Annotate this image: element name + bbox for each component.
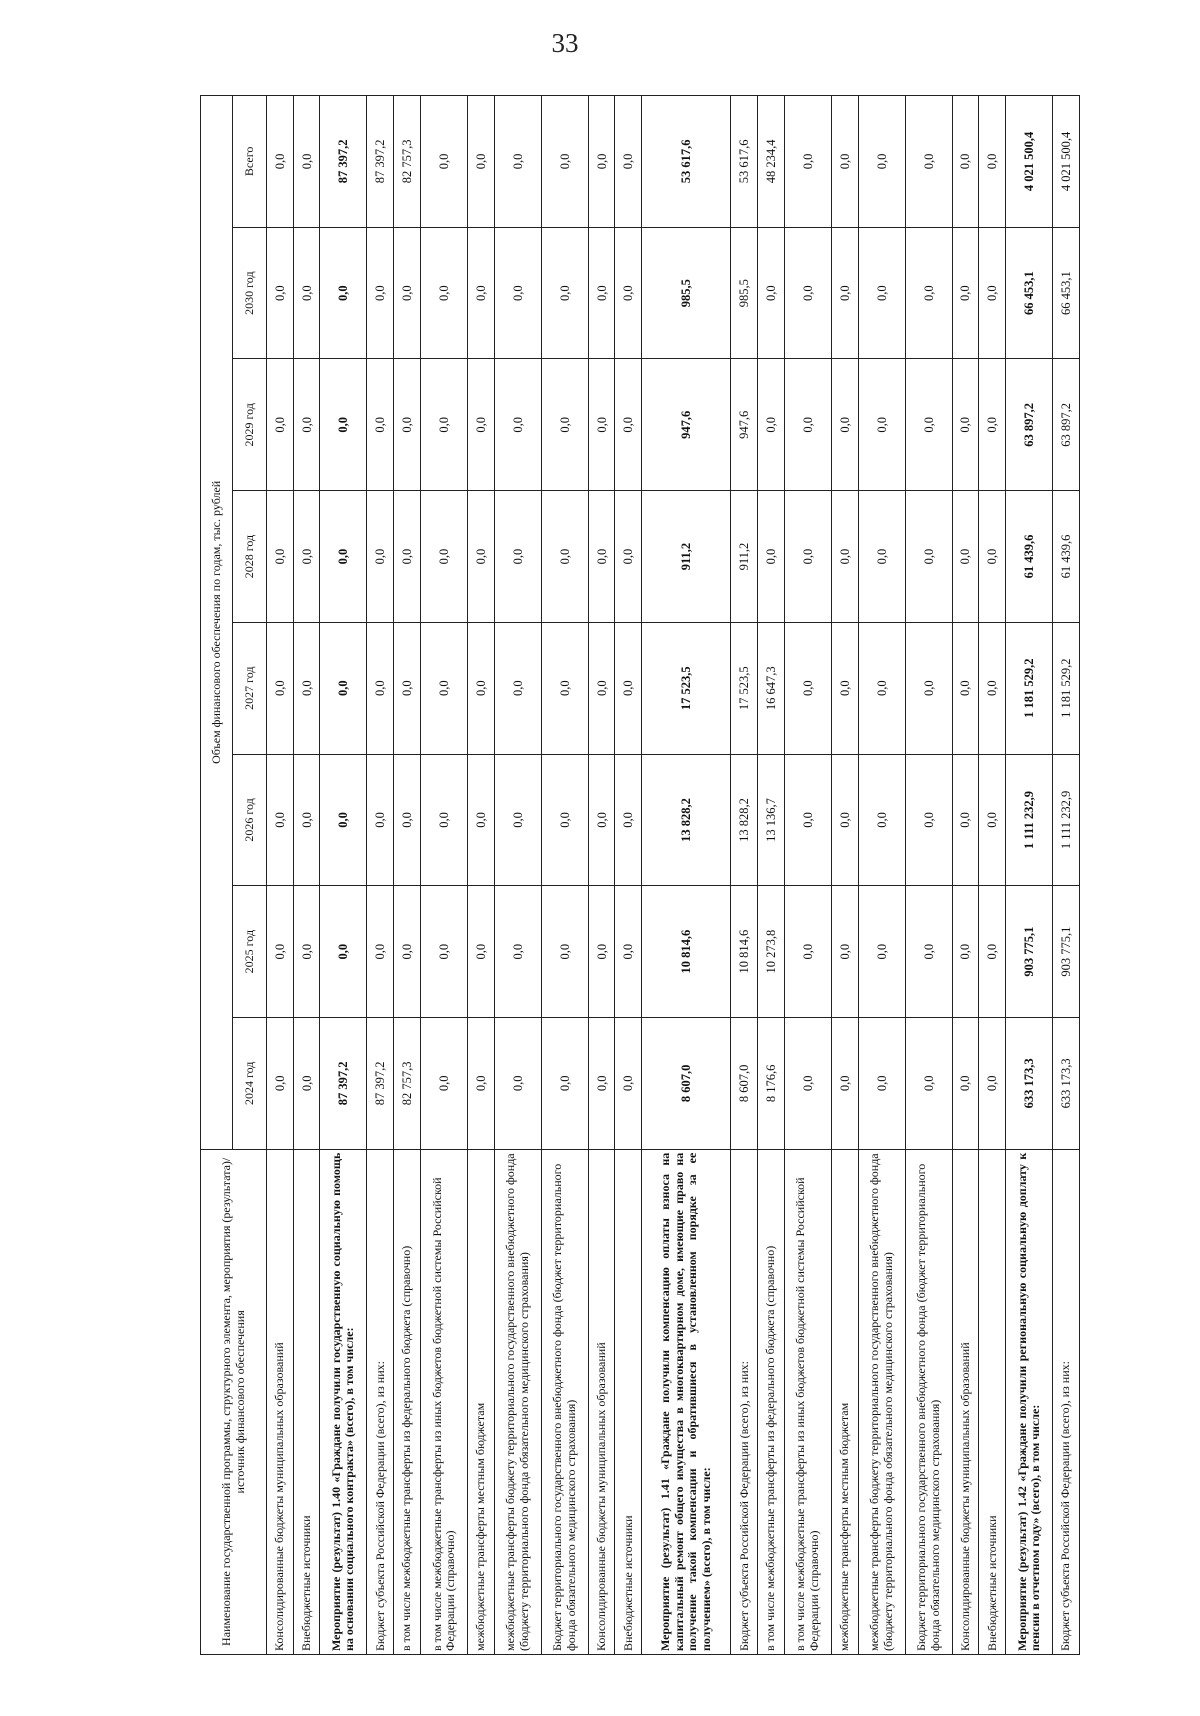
value-cell: 10 273,8: [758, 886, 785, 1018]
value-cell: 0,0: [952, 359, 979, 491]
table-row: [267, 96, 294, 1655]
value-cell: 8 607,0: [731, 1017, 758, 1149]
value-cell: 911,2: [731, 491, 758, 623]
value-cell: 0,0: [293, 754, 320, 886]
header-year-3: 2027 год: [233, 622, 267, 754]
value-cell: 985,5: [642, 227, 731, 359]
table-row: [420, 96, 467, 1655]
value-cell: 0,0: [831, 622, 858, 754]
table-body: [267, 96, 1080, 1655]
value-cell: 0,0: [858, 886, 905, 1018]
rotated-table-container: [200, 95, 1080, 1655]
value-cell: 0,0: [420, 96, 467, 228]
value-cell: 0,0: [615, 227, 642, 359]
value-cell: 0,0: [979, 96, 1006, 228]
row-label: Бюджет субъекта Российской Федерации (всего), из них:: [367, 1149, 394, 1654]
value-cell: 0,0: [831, 96, 858, 228]
row-label: межбюджетные трансферты бюджету территориального государственного внебюджетного фонда (бюджету территориального фонда обязательного медицинского страхования): [494, 1149, 541, 1654]
header-finance-group: Объем финансового обеспечения по годам, тыс. рублей: [201, 96, 233, 1150]
value-cell: 87 397,2: [367, 1017, 394, 1149]
value-cell: 0,0: [952, 754, 979, 886]
value-cell: 0,0: [905, 359, 952, 491]
value-cell: 0,0: [467, 491, 494, 623]
value-cell: 903 775,1: [1006, 886, 1053, 1018]
value-cell: 0,0: [494, 96, 541, 228]
value-cell: 0,0: [467, 886, 494, 1018]
table-row: [367, 96, 394, 1655]
value-cell: 0,0: [615, 491, 642, 623]
value-cell: 17 523,5: [642, 622, 731, 754]
row-label: Внебюджетные источники: [979, 1149, 1006, 1654]
value-cell: 911,2: [642, 491, 731, 623]
value-cell: 63 897,2: [1006, 359, 1053, 491]
value-cell: 61 439,6: [1053, 491, 1080, 623]
value-cell: 0,0: [979, 1017, 1006, 1149]
table-row: [467, 96, 494, 1655]
header-year-2: 2026 год: [233, 754, 267, 886]
value-cell: 0,0: [293, 359, 320, 491]
value-cell: 0,0: [420, 359, 467, 491]
value-cell: 0,0: [588, 227, 615, 359]
value-cell: 0,0: [784, 886, 831, 1018]
value-cell: 0,0: [394, 359, 421, 491]
value-cell: 0,0: [267, 886, 294, 1018]
value-cell: 1 111 232,9: [1006, 754, 1053, 886]
value-cell: 0,0: [293, 227, 320, 359]
value-cell: 0,0: [394, 622, 421, 754]
value-cell: 0,0: [858, 491, 905, 623]
value-cell: 13 828,2: [731, 754, 758, 886]
value-cell: 0,0: [367, 227, 394, 359]
value-cell: 0,0: [905, 622, 952, 754]
value-cell: 0,0: [541, 886, 588, 1018]
value-cell: 0,0: [758, 491, 785, 623]
value-cell: 0,0: [394, 491, 421, 623]
value-cell: 0,0: [293, 622, 320, 754]
value-cell: 0,0: [467, 96, 494, 228]
value-cell: 0,0: [320, 622, 367, 754]
value-cell: 0,0: [858, 754, 905, 886]
row-label: Внебюджетные источники: [293, 1149, 320, 1654]
value-cell: 0,0: [952, 96, 979, 228]
value-cell: 0,0: [588, 1017, 615, 1149]
value-cell: 0,0: [588, 96, 615, 228]
value-cell: 0,0: [267, 491, 294, 623]
value-cell: 0,0: [467, 754, 494, 886]
table-row: [642, 96, 731, 1655]
value-cell: 0,0: [831, 754, 858, 886]
value-cell: 4 021 500,4: [1006, 96, 1053, 228]
value-cell: 0,0: [758, 359, 785, 491]
value-cell: 0,0: [541, 622, 588, 754]
value-cell: 985,5: [731, 227, 758, 359]
page-number: 33: [551, 28, 579, 58]
value-cell: 0,0: [831, 227, 858, 359]
value-cell: 0,0: [367, 359, 394, 491]
header-name-column: Наименование государственной программы, структурного элемента, мероприятия (результата)/источник финансового обеспечения: [201, 1149, 267, 1654]
value-cell: 8 176,6: [758, 1017, 785, 1149]
value-cell: 0,0: [979, 227, 1006, 359]
value-cell: 0,0: [267, 622, 294, 754]
value-cell: 8 607,0: [642, 1017, 731, 1149]
value-cell: 0,0: [267, 96, 294, 228]
value-cell: 87 397,2: [367, 96, 394, 228]
row-label: межбюджетные трансферты бюджету территориального государственного внебюджетного фонда (бюджету территориального фонда обязательного медицинского страхования): [858, 1149, 905, 1654]
table-row: [588, 96, 615, 1655]
value-cell: 0,0: [615, 359, 642, 491]
value-cell: 16 647,3: [758, 622, 785, 754]
table-header: [201, 96, 267, 1655]
value-cell: 0,0: [367, 754, 394, 886]
value-cell: 10 814,6: [731, 886, 758, 1018]
value-cell: 0,0: [952, 886, 979, 1018]
header-year-0: 2024 год: [233, 1017, 267, 1149]
table-row: [952, 96, 979, 1655]
value-cell: 82 757,3: [394, 1017, 421, 1149]
value-cell: 0,0: [541, 96, 588, 228]
value-cell: 0,0: [979, 359, 1006, 491]
value-cell: 0,0: [784, 359, 831, 491]
value-cell: 0,0: [494, 227, 541, 359]
value-cell: 0,0: [615, 886, 642, 1018]
row-label: в том числе межбюджетные трансферты из иных бюджетов бюджетной системы Российской Федерации (справочно): [420, 1149, 467, 1654]
table-row: [394, 96, 421, 1655]
value-cell: 0,0: [420, 1017, 467, 1149]
value-cell: 0,0: [784, 227, 831, 359]
row-label: Бюджет субъекта Российской Федерации (всего), из них:: [1053, 1149, 1080, 1654]
row-label: межбюджетные трансферты местным бюджетам: [831, 1149, 858, 1654]
value-cell: 0,0: [858, 622, 905, 754]
row-label: Бюджет субъекта Российской Федерации (всего), из них:: [731, 1149, 758, 1654]
value-cell: 53 617,6: [642, 96, 731, 228]
value-cell: 0,0: [320, 359, 367, 491]
value-cell: 0,0: [858, 1017, 905, 1149]
value-cell: 0,0: [293, 96, 320, 228]
value-cell: 17 523,5: [731, 622, 758, 754]
value-cell: 0,0: [784, 622, 831, 754]
value-cell: 0,0: [467, 227, 494, 359]
row-label: Консолидированные бюджеты муниципальных образований: [267, 1149, 294, 1654]
value-cell: 0,0: [588, 491, 615, 623]
value-cell: 0,0: [784, 1017, 831, 1149]
value-cell: 13 136,7: [758, 754, 785, 886]
row-label: в том числе межбюджетные трансферты из федерального бюджета (справочно): [394, 1149, 421, 1654]
value-cell: 0,0: [588, 886, 615, 1018]
table-row: [615, 96, 642, 1655]
value-cell: 0,0: [320, 227, 367, 359]
row-label: Консолидированные бюджеты муниципальных образований: [588, 1149, 615, 1654]
value-cell: 0,0: [615, 1017, 642, 1149]
value-cell: 0,0: [541, 754, 588, 886]
value-cell: 0,0: [952, 1017, 979, 1149]
row-label: Мероприятие (результат) 1.40 «Граждане получили государственную социальную помощь на основании социального контракта» (всего), в том числе:: [320, 1149, 367, 1654]
value-cell: 0,0: [588, 754, 615, 886]
value-cell: 53 617,6: [731, 96, 758, 228]
value-cell: 0,0: [293, 1017, 320, 1149]
value-cell: 0,0: [367, 886, 394, 1018]
row-label: межбюджетные трансферты местным бюджетам: [467, 1149, 494, 1654]
value-cell: 87 397,2: [320, 96, 367, 228]
value-cell: 0,0: [367, 491, 394, 623]
value-cell: 1 111 232,9: [1053, 754, 1080, 886]
table-row: [731, 96, 758, 1655]
value-cell: 0,0: [267, 754, 294, 886]
value-cell: 0,0: [541, 359, 588, 491]
rotated-table-area: [200, 95, 1200, 1655]
value-cell: 0,0: [420, 227, 467, 359]
table-row: [979, 96, 1006, 1655]
value-cell: 0,0: [979, 622, 1006, 754]
table-row: [1053, 96, 1080, 1655]
value-cell: 947,6: [731, 359, 758, 491]
value-cell: 10 814,6: [642, 886, 731, 1018]
value-cell: 0,0: [979, 886, 1006, 1018]
value-cell: 0,0: [831, 886, 858, 1018]
value-cell: 0,0: [905, 1017, 952, 1149]
table-row: [293, 96, 320, 1655]
value-cell: 0,0: [267, 359, 294, 491]
value-cell: 63 897,2: [1053, 359, 1080, 491]
header-year-4: 2028 год: [233, 491, 267, 623]
row-label: Консолидированные бюджеты муниципальных образований: [952, 1149, 979, 1654]
header-year-7: Всего: [233, 96, 267, 228]
value-cell: 0,0: [320, 754, 367, 886]
value-cell: 0,0: [758, 227, 785, 359]
value-cell: 0,0: [615, 754, 642, 886]
value-cell: 0,0: [952, 622, 979, 754]
table-row: [858, 96, 905, 1655]
value-cell: 0,0: [784, 491, 831, 623]
value-cell: 4 021 500,4: [1053, 96, 1080, 228]
value-cell: 903 775,1: [1053, 886, 1080, 1018]
value-cell: 0,0: [952, 491, 979, 623]
value-cell: 0,0: [541, 227, 588, 359]
value-cell: 0,0: [467, 622, 494, 754]
value-cell: 0,0: [267, 227, 294, 359]
value-cell: 0,0: [494, 359, 541, 491]
value-cell: 0,0: [905, 491, 952, 623]
value-cell: 0,0: [467, 1017, 494, 1149]
value-cell: 0,0: [467, 359, 494, 491]
value-cell: 0,0: [784, 754, 831, 886]
value-cell: 0,0: [367, 622, 394, 754]
table-row: [1006, 96, 1053, 1655]
value-cell: 0,0: [588, 622, 615, 754]
value-cell: 0,0: [858, 227, 905, 359]
value-cell: 0,0: [858, 96, 905, 228]
row-label: в том числе межбюджетные трансферты из иных бюджетов бюджетной системы Российской Федерации (справочно): [784, 1149, 831, 1654]
value-cell: 0,0: [394, 886, 421, 1018]
value-cell: 633 173,3: [1006, 1017, 1053, 1149]
value-cell: 947,6: [642, 359, 731, 491]
value-cell: 0,0: [394, 227, 421, 359]
value-cell: 0,0: [858, 359, 905, 491]
row-label: Мероприятие (результат) 1.41 «Граждане получили компенсацию оплаты взноса на капитальный ремонт общего имущества в многоквартирном доме, имеющие право на получение такой компенсации и обратившиеся в установленном порядке за ее получением» (всего), в том числе:: [642, 1149, 731, 1654]
value-cell: 0,0: [905, 886, 952, 1018]
table-row: [784, 96, 831, 1655]
row-label: Внебюджетные источники: [615, 1149, 642, 1654]
value-cell: 0,0: [831, 491, 858, 623]
value-cell: 0,0: [420, 886, 467, 1018]
value-cell: 633 173,3: [1053, 1017, 1080, 1149]
table-row: [831, 96, 858, 1655]
value-cell: 0,0: [267, 1017, 294, 1149]
value-cell: 66 453,1: [1006, 227, 1053, 359]
value-cell: 0,0: [293, 491, 320, 623]
row-label: в том числе межбюджетные трансферты из федерального бюджета (справочно): [758, 1149, 785, 1654]
value-cell: 0,0: [494, 622, 541, 754]
table-row: [541, 96, 588, 1655]
value-cell: 0,0: [494, 1017, 541, 1149]
value-cell: 0,0: [394, 754, 421, 886]
value-cell: 0,0: [293, 886, 320, 1018]
value-cell: 0,0: [420, 622, 467, 754]
value-cell: 0,0: [979, 754, 1006, 886]
value-cell: 1 181 529,2: [1053, 622, 1080, 754]
value-cell: 0,0: [541, 1017, 588, 1149]
table-row: [494, 96, 541, 1655]
value-cell: 0,0: [541, 491, 588, 623]
value-cell: 0,0: [588, 359, 615, 491]
value-cell: 0,0: [320, 886, 367, 1018]
table-row: [905, 96, 952, 1655]
value-cell: 66 453,1: [1053, 227, 1080, 359]
header-row-group: [201, 96, 233, 1655]
row-label: Мероприятие (результат) 1.42 «Граждане получили региональную социальную доплату к пенсии в отчетном году» (всего), в том числе:: [1006, 1149, 1053, 1654]
value-cell: 0,0: [831, 359, 858, 491]
budget-table: [200, 95, 1080, 1655]
value-cell: 0,0: [952, 227, 979, 359]
value-cell: 0,0: [494, 754, 541, 886]
value-cell: 13 828,2: [642, 754, 731, 886]
row-label: Бюджет территориального государственного внебюджетного фонда (бюджет территориального фонда обязательного медицинского страхования): [905, 1149, 952, 1654]
value-cell: 0,0: [615, 622, 642, 754]
value-cell: 0,0: [784, 96, 831, 228]
value-cell: 0,0: [905, 227, 952, 359]
header-year-1: 2025 год: [233, 886, 267, 1018]
value-cell: 1 181 529,2: [1006, 622, 1053, 754]
table-row: [320, 96, 367, 1655]
value-cell: 0,0: [420, 754, 467, 886]
value-cell: 61 439,6: [1006, 491, 1053, 623]
table-row: [758, 96, 785, 1655]
value-cell: 0,0: [615, 96, 642, 228]
value-cell: 48 234,4: [758, 96, 785, 228]
value-cell: 0,0: [420, 491, 467, 623]
row-label: Бюджет территориального государственного внебюджетного фонда (бюджет территориального фонда обязательного медицинского страхования): [541, 1149, 588, 1654]
value-cell: 0,0: [320, 491, 367, 623]
value-cell: 0,0: [905, 96, 952, 228]
value-cell: 0,0: [494, 491, 541, 623]
header-year-5: 2029 год: [233, 359, 267, 491]
value-cell: 87 397,2: [320, 1017, 367, 1149]
header-year-6: 2030 год: [233, 227, 267, 359]
value-cell: 0,0: [494, 886, 541, 1018]
value-cell: 0,0: [905, 754, 952, 886]
value-cell: 0,0: [979, 491, 1006, 623]
value-cell: 82 757,3: [394, 96, 421, 228]
value-cell: 0,0: [831, 1017, 858, 1149]
